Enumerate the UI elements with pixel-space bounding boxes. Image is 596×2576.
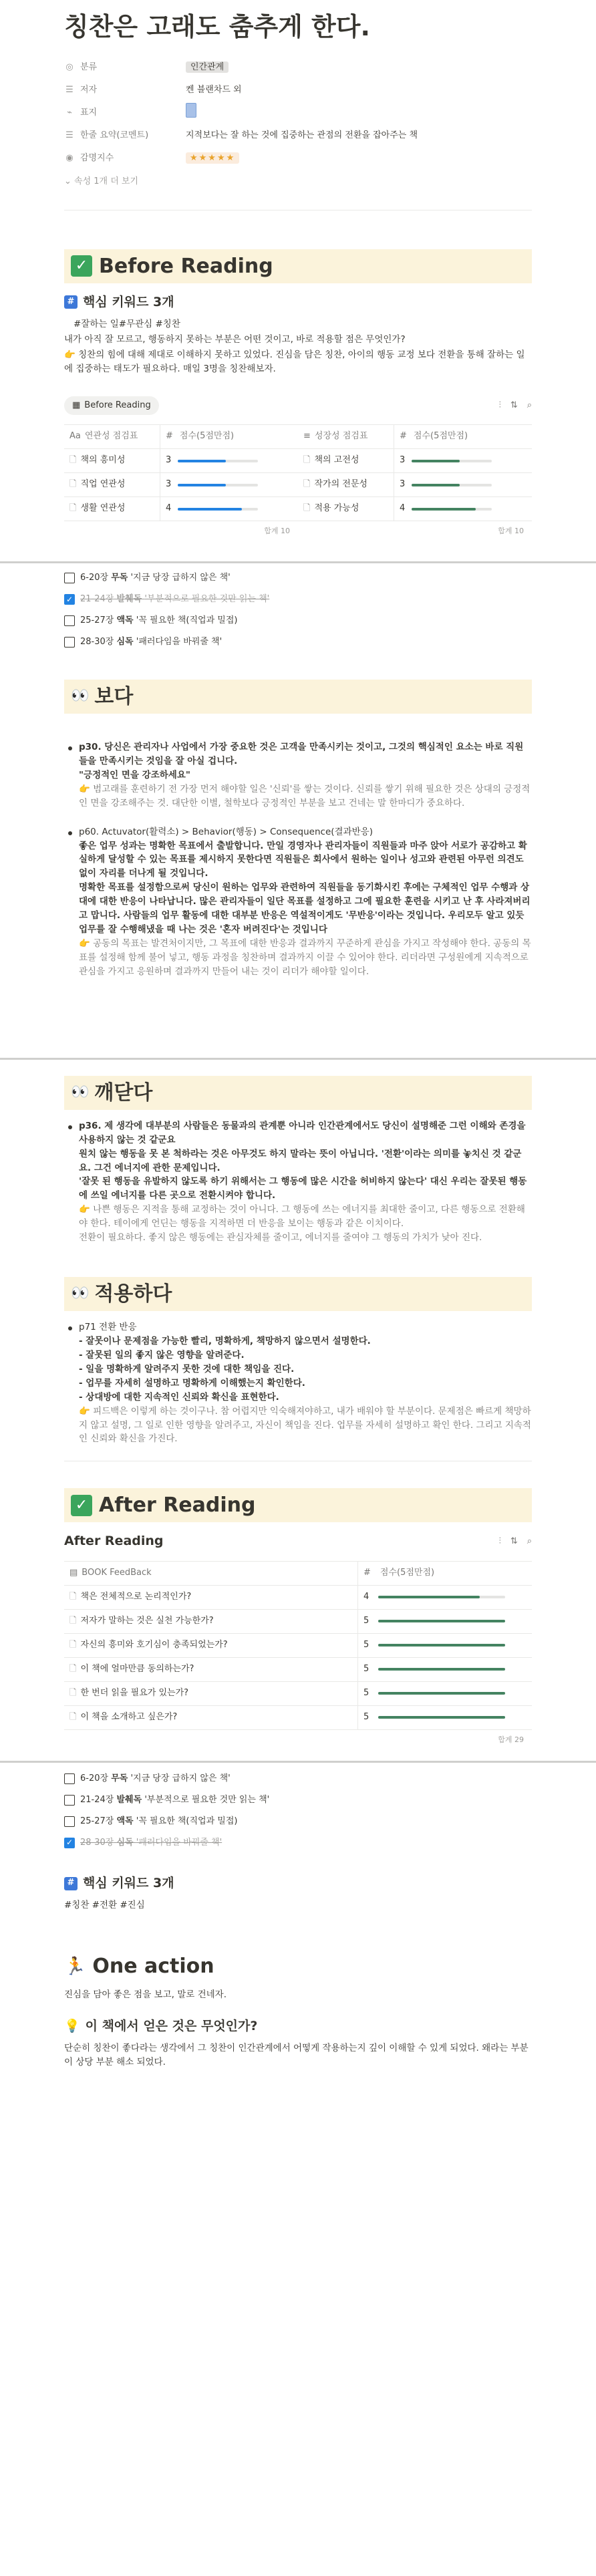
section-break	[0, 1761, 596, 1763]
score-progress-fill	[378, 1596, 480, 1598]
todo-desc: '부분적으로 필요한 것만 읽는 책'	[144, 593, 270, 604]
list-item	[64, 740, 532, 811]
score-progress-bar	[378, 1596, 505, 1598]
score-cell	[394, 473, 532, 496]
todo-range: 6-20장	[80, 1773, 109, 1783]
row-title-cell	[64, 1634, 358, 1657]
note-text	[79, 1405, 532, 1447]
todo-text	[80, 571, 231, 585]
row-title-cell	[298, 497, 394, 521]
hash-icon: #	[64, 1877, 78, 1890]
check-mark-icon: ✓	[71, 255, 92, 277]
note-body: 범고래를 훈련하기 전 가장 먼저 해야할 일은 '신뢰'를 쌓는 것이다. 신뢰를 쌓기 위해 필요한 것은 상대의 긍정적인 면을 강조해주는 것. 대단한 이별, 철학보다 긍정적인 부분을 보고 건네는 말 한마디가 중요하다.	[79, 783, 531, 809]
row-title-cell	[298, 449, 394, 472]
header-label: 점수(5점만점)	[380, 1568, 435, 1578]
note-text	[79, 782, 532, 811]
todo-desc: '지금 당장 급하지 않은 책'	[130, 1773, 231, 1783]
checkbox[interactable]	[64, 573, 75, 583]
score-value: 5	[363, 1712, 369, 1723]
feedback-score-header: # 점수(5점만점)	[358, 1562, 532, 1585]
takeaway-heading-text: 이 책에서 얻은 것은 무엇인가?	[85, 2018, 258, 2033]
todo-item	[64, 610, 532, 631]
table-row[interactable]	[64, 1586, 532, 1610]
relevance-sum: 합계 10	[264, 527, 290, 536]
todo-desc: '지금 당장 급하지 않은 책'	[130, 572, 231, 583]
page-icon: 🗋	[69, 503, 77, 514]
apply-list	[64, 1320, 532, 1446]
row-title: 저자가 말하는 것은 실천 가능한가?	[80, 1616, 214, 1626]
todo-item	[64, 567, 532, 589]
property-row	[64, 124, 532, 147]
note-text	[79, 1203, 532, 1231]
todo-text	[80, 1836, 222, 1850]
todo-desc: '패러다임을 바꿔줄 책'	[136, 1837, 222, 1848]
note-body: 나쁜 행동은 지적을 통해 교정하는 것이 아니다. 그 행동에 쓰는 에너지를 최대한 줄이고, 다른 행동으로 전환해야 한다. 테이에게 언딘는 행동을 지적하면 더 반응을 보이는 행동과 같은 이치이다.	[79, 1204, 525, 1230]
todo-range: 28-30장	[80, 636, 114, 647]
todo-item	[64, 589, 532, 610]
text-lines-icon: ☰	[65, 130, 73, 140]
property-value[interactable]	[186, 152, 532, 165]
checkbox[interactable]	[64, 615, 75, 626]
eyes-icon: 👀	[71, 1083, 88, 1101]
after-reading-database	[64, 1532, 532, 1749]
heading-text: 깨닫다	[94, 1081, 153, 1105]
score-progress-fill	[378, 1692, 505, 1695]
paperclip-icon: ⌁	[67, 107, 72, 118]
score-progress-fill	[378, 1716, 505, 1719]
list-head: p60. Actuvator(활력소) > Behavior(행동) > Consequence(결과반응)	[79, 826, 373, 837]
todo-type: 심독	[116, 636, 134, 647]
note-body: 피드백은 이렇게 하는 것이구나. 참 어렵지만 익숙해져야하고, 내가 배워야 할 부분이다. 문제점은 빠르게 책망하지 않고 설명, 그 일로 인한 영향을 알려주고, 자신이 책임을 진다. 업무를 자세히 설명하고 확인 한다. 그리고 지속적인 신뢰와 확신을 가진다.	[79, 1405, 531, 1445]
list-item	[64, 1119, 532, 1245]
property-key-label: 저자	[80, 84, 98, 95]
note-text: 전환이 필요하다. 좋지 않은 행동에는 관심자체를 줄이고, 에너지를 줄여야 그 행동의 가치가 낮아 진다.	[79, 1232, 482, 1244]
todo-range: 21-24장	[80, 1794, 114, 1805]
properties	[64, 56, 532, 170]
search-icon[interactable]: ⌕	[527, 1536, 532, 1546]
person-flag-icon: 🏃	[64, 1957, 86, 1977]
pointing-hand-icon: 👉	[79, 783, 94, 795]
table-row[interactable]	[298, 449, 532, 473]
property-value[interactable]	[186, 129, 532, 142]
sort-icon[interactable]: ⇅	[510, 400, 518, 410]
score-progress-bar	[378, 1620, 505, 1622]
category-icon: ◎	[65, 61, 73, 72]
answer-body: 칭찬의 힘에 대해 제대로 이해하지 못하고 있었다. 진심을 담은 칭찬, 아이의 행동 교정 보다 전환을 통해 잘하는 일에 집중하는 태도가 필요하다. 매일 3명을 칭찬해보자.	[64, 349, 525, 374]
list-item	[64, 825, 532, 979]
header-label: BOOK FeedBack	[82, 1568, 152, 1578]
row-title: 책의 흥미성	[80, 455, 126, 466]
score-progress-bar	[412, 484, 492, 486]
page-icon: 🗋	[69, 1616, 77, 1626]
page-icon: 🗋	[69, 1640, 77, 1651]
row-title-cell	[64, 449, 160, 472]
score-cell	[358, 1586, 532, 1609]
property-row	[64, 102, 532, 124]
todo-text	[80, 1815, 237, 1828]
note-text	[79, 937, 532, 979]
row-title-cell	[298, 473, 394, 496]
score-cell	[394, 449, 532, 472]
score-value: 4	[400, 503, 406, 514]
check-mark-icon: ✓	[71, 1495, 92, 1516]
row-title: 책의 고전성	[314, 455, 359, 466]
checkbox[interactable]: ✓	[64, 1838, 75, 1848]
growth-score-header: # 점수(5점만점)	[394, 425, 532, 448]
todo-text	[80, 1772, 231, 1785]
table-row[interactable]	[298, 497, 532, 521]
quote-bold: p36. 제 생각에 대부분의 사람들은 동물과의 관계뿐 아니라 인간관계에서도 당신이 설명해준 그런 이해와 존경을 사용하지 않는 것 같군요	[79, 1120, 526, 1145]
score-progress-fill	[412, 484, 460, 486]
score-progress-fill	[378, 1644, 505, 1647]
checkbox[interactable]: ✓	[64, 594, 75, 605]
section-break	[0, 1058, 596, 1060]
todo-type: 발췌독	[116, 593, 142, 604]
row-title: 책은 전체적으로 논리적인가?	[80, 1592, 192, 1602]
search-icon[interactable]: ⌕	[527, 400, 532, 410]
heading-text: One action	[92, 1955, 214, 1979]
page-icon: 🗋	[69, 1664, 77, 1675]
page-icon: 🗋	[303, 455, 311, 466]
table-row[interactable]	[64, 1658, 532, 1682]
before-reading-database	[64, 396, 532, 541]
score-progress-bar	[378, 1692, 505, 1695]
score-cell	[160, 473, 298, 496]
database-tab[interactable]	[64, 396, 159, 415]
header-label: 점수(5점만점)	[413, 431, 468, 442]
row-title: 이 책을 소개하고 싶은가?	[80, 1712, 178, 1723]
todo-desc: '꼭 필요한 책(직업과 밀접)	[136, 1816, 238, 1826]
heading-text: 적용하다	[94, 1282, 172, 1306]
row-title-cell	[64, 473, 160, 496]
row-title: 작가의 전문성	[314, 479, 367, 490]
row-title: 적용 가능성	[314, 503, 359, 514]
header-label: 연관성 점검표	[84, 431, 138, 442]
see-list	[64, 740, 532, 979]
todo-text	[80, 593, 269, 606]
row-title: 한 번더 읽을 필요가 있는가?	[80, 1688, 189, 1699]
takeaway-text: 단순히 칭찬이 좋다라는 생각에서 그 칭찬이 인간관계에서 어떻게 작용하는지 깊이 이해할 수 있게 되었다. 왜라는 부분이 상당 부분 해소 되었다.	[64, 2043, 529, 2067]
database-tab-label: Before Reading	[84, 400, 151, 410]
lightbulb-icon: 💡	[64, 2018, 80, 2033]
row-title-cell	[64, 1586, 358, 1609]
score-cell	[160, 497, 298, 521]
relevance-table	[64, 425, 298, 521]
apply-line: - 일을 명확하게 알려주지 못한 것에 대한 책임을 진다.	[79, 1363, 295, 1375]
apply-line: - 업무를 자세히 설명하고 명확하게 이해했는지 확인한다.	[79, 1377, 305, 1389]
growth-title-header: ≡ 성장성 점검표	[298, 425, 394, 448]
keyword-heading-2	[64, 1874, 532, 1893]
row-title-cell	[64, 497, 160, 521]
property-key	[64, 152, 186, 165]
score-progress-bar	[412, 508, 492, 511]
pointing-hand-icon: 👉	[79, 1204, 94, 1215]
database-icon: ▦	[72, 400, 81, 410]
feedback-table	[64, 1562, 532, 1730]
row-title: 자신의 흥미와 호기심이 충족되었는가?	[80, 1640, 228, 1651]
score-value: 3	[400, 455, 406, 466]
page-icon: 🗋	[303, 503, 311, 514]
property-value-text: 켄 블랜차드 외	[186, 84, 242, 95]
score-value: 4	[363, 1592, 369, 1602]
heading-text: Before Reading	[99, 254, 273, 278]
apply-line: - 상대방에 대한 지속적인 신뢰와 확신을 표현한다.	[79, 1391, 279, 1403]
page-icon: 🗋	[69, 1712, 77, 1723]
table-row[interactable]	[64, 1706, 532, 1730]
todo-type: 심독	[116, 1837, 134, 1848]
keyword-heading	[64, 293, 532, 312]
score-progress-bar	[178, 460, 258, 462]
property-row	[64, 56, 532, 79]
todo-range: 28-30장	[80, 1837, 114, 1848]
checkbox[interactable]	[64, 1795, 75, 1806]
todo-text	[80, 614, 237, 627]
table-row[interactable]	[64, 497, 298, 521]
score-progress-fill	[178, 508, 242, 511]
row-title-cell	[64, 1682, 358, 1705]
score-progress-fill	[378, 1668, 505, 1671]
row-title-cell	[64, 1706, 358, 1729]
keyword-heading-text: 핵심 키워드 3개	[83, 1875, 174, 1890]
score-cell	[358, 1682, 532, 1705]
apply-heading	[64, 1277, 532, 1311]
more-properties-toggle[interactable]: ⌄ 속성 1개 더 보기	[64, 176, 139, 186]
relevance-score-header: # 점수(5점만점)	[160, 425, 298, 448]
one-action-heading	[64, 1951, 532, 1983]
page-icon: 🗋	[69, 455, 77, 466]
property-key-label: 한줄 요약(코멘트)	[80, 130, 149, 140]
score-cell	[160, 449, 298, 472]
apply-line: - 잘못이나 문제점을 가능한 빨리, 명확하게, 책망하지 않으면서 설명한다.	[79, 1335, 371, 1346]
table-row[interactable]	[298, 473, 532, 497]
feedback-sum: 합계 29	[498, 1735, 524, 1745]
hash-icon: #	[64, 295, 78, 309]
property-key	[64, 106, 186, 120]
todo-item	[64, 1832, 532, 1854]
page-icon: 🗋	[303, 479, 311, 490]
apply-line: - 잘못된 일의 좋지 않은 영향을 알려준다.	[79, 1349, 245, 1361]
todo-range: 25-27장	[80, 615, 114, 625]
feedback-title-header: ▤ BOOK FeedBack	[64, 1562, 358, 1585]
todo-range: 6-20장	[80, 572, 109, 583]
checkbox[interactable]	[64, 1773, 75, 1784]
property-key	[64, 129, 186, 142]
checkbox[interactable]	[64, 1816, 75, 1827]
realize-list	[64, 1119, 532, 1245]
property-key-label: 분류	[80, 61, 98, 72]
todo-desc: '패러다임을 바꿔줄 책'	[136, 636, 222, 647]
quote-bold: p30. 당신은 관리자나 사업에서 가장 중요한 것은 고객을 만족시키는 것이고, 그것의 핵심적인 요소는 바로 직원들을 만족시키는 것임을 잘 아실 겁니다.	[79, 742, 524, 766]
property-key	[64, 61, 186, 74]
list-item	[64, 1320, 532, 1446]
eyes-icon: 👀	[71, 1285, 88, 1302]
table-row[interactable]	[64, 449, 298, 473]
score-progress-bar	[378, 1668, 505, 1671]
score-value: 5	[363, 1688, 369, 1699]
score-cell	[358, 1658, 532, 1681]
sort-icon[interactable]: ⇅	[510, 1536, 518, 1546]
keywords-text: #칭찬 #전환 #진심	[64, 1900, 145, 1911]
quote-emphasis: "긍정적인 면을 강조하세요"	[79, 769, 190, 780]
todo-item	[64, 1811, 532, 1832]
score-progress-bar	[178, 484, 258, 486]
todo-desc: '꼭 필요한 책(직업과 밀접)	[136, 615, 238, 625]
score-value: 5	[363, 1616, 369, 1626]
reading-type-todos	[64, 567, 532, 653]
score-progress-fill	[178, 484, 226, 486]
eyes-icon: 👀	[71, 688, 88, 705]
realize-heading	[64, 1076, 532, 1110]
header-label: 점수(5점만점)	[179, 431, 235, 442]
todo-item	[64, 1790, 532, 1811]
note-body: 공동의 목표는 발견처이지만, 그 목표에 대한 반응과 결과까지 꾸준하게 관심을 가지고 작성해야 한다. 공동의 목표를 설정해 함께 불어 넣고, 행동 과정을 칭찬하며 결과까지 이끌 수 있어야 한다. 리더라면 구성원에게 지속적으로 관심을 가지고 응원하며 결과까지 만들어 내는 것이 리더가 해야할 일이다.	[79, 938, 531, 977]
answer-text	[64, 348, 532, 376]
after-reading-heading	[64, 1488, 532, 1522]
page-icon: 🗋	[69, 1592, 77, 1602]
relevance-title-header: Aa 연관성 점검표	[64, 425, 160, 448]
growth-sum: 합계 10	[498, 527, 524, 536]
growth-table	[298, 425, 532, 521]
text-lines-icon: ☰	[65, 84, 73, 95]
property-row	[64, 147, 532, 170]
property-row	[64, 79, 532, 102]
checkbox[interactable]	[64, 637, 75, 648]
see-heading	[64, 680, 532, 714]
filter-icon[interactable]: ⫶	[498, 400, 501, 410]
pointing-hand-icon: 👉	[79, 938, 94, 949]
score-progress-fill	[412, 508, 476, 511]
before-reading-heading	[64, 249, 532, 283]
table-row[interactable]	[64, 1634, 532, 1658]
todo-range: 21-24장	[80, 593, 114, 604]
quote-bold: 원치 않는 행동을 못 본 척하라는 것은 아무것도 하지 말라는 뜻이 아닙니다. '전환'이라는 의미를 놓치신 것 같군요. 그건 에너지에 관한 문제입니다.	[79, 1148, 522, 1173]
rating-stars[interactable]: ★★★★★	[186, 152, 239, 164]
category-tag[interactable]: 인간관계	[186, 61, 229, 73]
filter-icon[interactable]: ⫶	[498, 1536, 501, 1546]
todo-item	[64, 631, 532, 653]
property-value[interactable]	[186, 61, 532, 74]
score-value: 5	[363, 1640, 369, 1651]
property-value-text: 지적보다는 잘 하는 것에 집중하는 관점의 전환을 잡아주는 책	[186, 130, 418, 140]
page-icon: 🗋	[69, 1688, 77, 1699]
row-title-cell	[64, 1658, 358, 1681]
score-cell	[358, 1706, 532, 1729]
todo-type: 무독	[111, 1773, 128, 1783]
table-row[interactable]	[64, 1610, 532, 1634]
heading-text: After Reading	[99, 1493, 256, 1518]
page-title: 칭찬은 고래도 춤추게 한다.	[64, 12, 370, 41]
section-break	[0, 561, 596, 563]
property-key	[64, 84, 186, 97]
reading-type-todos	[64, 1768, 532, 1854]
score-progress-bar	[378, 1644, 505, 1647]
property-key-label: 감명지수	[80, 152, 114, 163]
table-row[interactable]	[64, 1682, 532, 1706]
keywords-text: #잘하는 일#무관심 #칭찬	[73, 319, 180, 330]
header-label: 성장성 점검표	[314, 431, 368, 442]
list-head: p71 전환 반응	[79, 1322, 137, 1333]
database-title: After Reading	[64, 1534, 164, 1549]
pointing-hand-icon: 👉	[79, 1405, 94, 1417]
quote-bold: 명확한 목표를 설정함으로써 당신이 원하는 업무와 관련하여 직원들을 동기화시킨 후에는 구체적인 업무 수행과 상대에 대한 반응이 나타납니다. 많은 관리자들이 일단 목표를 설정하고 그에 필요한 훈련을 시키고 난 후 사라져버리고 맙니다. 사람들의 업무 활동에 대한 대부분 반응은 역설적이게도 '무반응'이라는 것입니다. 우리모두 알고 있듯 업무를 잘 수행해냈을 때 나는 것은 '혼자 버려진다'는 것입니다	[79, 882, 531, 936]
property-value[interactable]	[186, 103, 532, 122]
score-progress-fill	[412, 460, 460, 462]
score-value: 3	[400, 479, 406, 490]
todo-type: 무독	[111, 572, 128, 583]
todo-type: 액독	[116, 1816, 134, 1826]
score-value: 3	[166, 479, 172, 490]
row-title: 생활 연관성	[80, 503, 126, 514]
property-value[interactable]	[186, 84, 532, 97]
todo-type: 발췌독	[116, 1794, 142, 1805]
keyword-heading-text: 핵심 키워드 3개	[83, 294, 174, 309]
table-row[interactable]	[64, 473, 298, 497]
row-title: 이 책에 얼마만큼 동의하는가?	[80, 1664, 194, 1675]
target-icon: ◉	[65, 152, 73, 163]
page-icon: 🗋	[69, 479, 77, 490]
property-key-label: 표지	[80, 107, 98, 118]
todo-text	[80, 635, 222, 649]
score-cell	[358, 1634, 532, 1657]
todo-text	[80, 1794, 269, 1807]
score-progress-fill	[378, 1620, 505, 1622]
score-value: 3	[166, 455, 172, 466]
takeaway-heading	[64, 2017, 532, 2036]
cover-thumbnail[interactable]	[186, 103, 196, 118]
pointing-hand-icon: 👉	[64, 349, 79, 361]
score-progress-bar	[412, 460, 492, 462]
score-value: 5	[363, 1664, 369, 1675]
quote-bold: 좋은 업무 성과는 명확한 목표에서 출발합니다. 만일 경영자나 관리자들이 직원들과 마주 앉아 서로가 공감하고 확실하게 달성할 수 있는 목표를 제시하지 못한다면 직원들은 회사에서 원하는 일이나 성고와 관련된 아무런 의견도 없이 자리를 더나게 될 것입니다.	[79, 840, 527, 879]
quote-bold: '잘못 된 행동을 유발하지 않도록 하기 위해서는 그 행동에 많은 시간을 허비하지 않는다' 대신 우리는 잘못된 행동에 쓰일 에너지를 다른 곳으로 전환시켜야 합니다.	[79, 1176, 527, 1201]
score-progress-bar	[178, 508, 258, 511]
one-action-text: 진심을 담아 좋은 점을 보고, 말로 건네자.	[64, 1989, 227, 2000]
row-title: 직업 연관성	[80, 479, 126, 490]
heading-text: 보다	[94, 685, 134, 708]
row-title-cell	[64, 1610, 358, 1633]
todo-item	[64, 1768, 532, 1790]
todo-range: 25-27장	[80, 1816, 114, 1826]
score-cell	[358, 1610, 532, 1633]
score-progress-fill	[178, 460, 226, 462]
todo-desc: '부분적으로 필요한 것만 읽는 책'	[144, 1794, 270, 1805]
question-text: 내가 아직 잘 모르고, 행동하지 못하는 부분은 어떤 것이고, 바로 적용할 점은 무엇인가?	[64, 334, 406, 345]
score-value: 4	[166, 503, 172, 514]
more-properties-label: 속성 1개 더 보기	[74, 176, 139, 186]
score-cell	[394, 497, 532, 521]
todo-type: 액독	[116, 615, 134, 625]
score-progress-bar	[378, 1716, 505, 1719]
